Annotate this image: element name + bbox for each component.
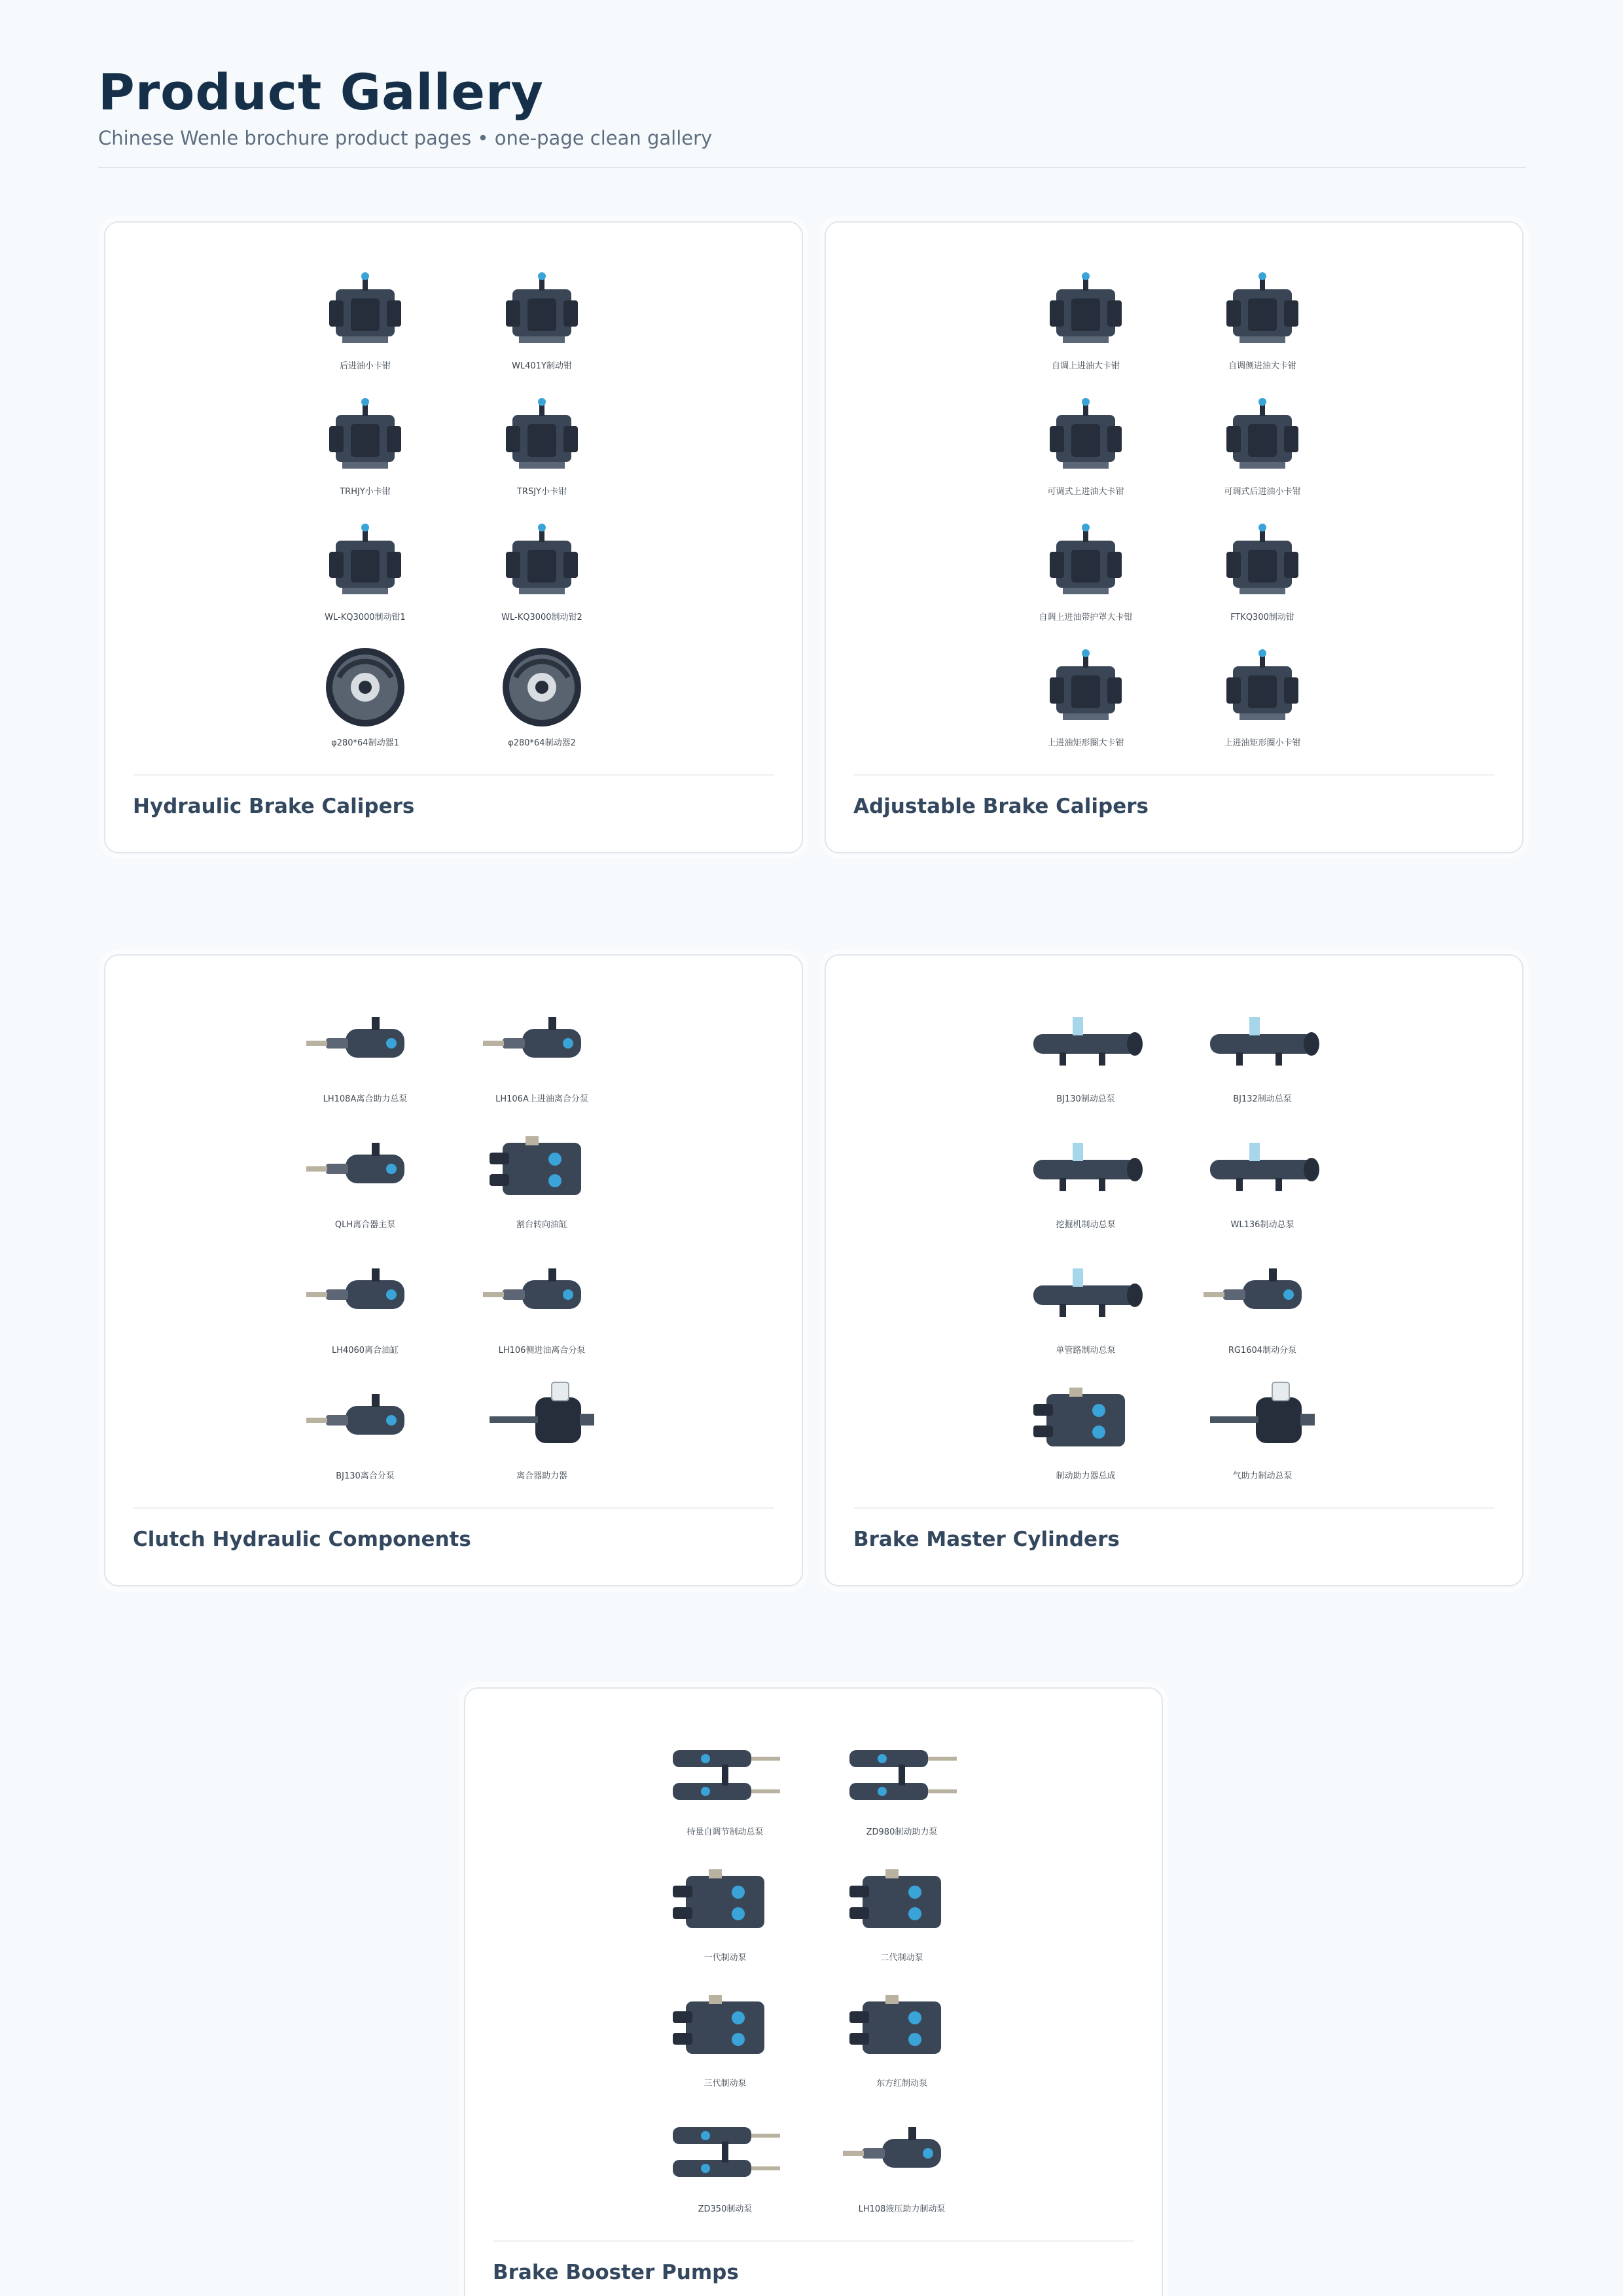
product-caption: 持量自调节制动总泵 <box>687 1827 764 1837</box>
product-caption: 自调侧进油大卡钳 <box>1228 361 1296 371</box>
product-item <box>637 1973 813 2098</box>
product-item <box>813 2098 990 2224</box>
drum-brake-icon <box>476 641 607 733</box>
product-item <box>454 381 630 507</box>
card-title: Clutch Hydraulic Components <box>133 1528 471 1551</box>
product-caption: 自调上进油带护罩大卡钳 <box>1039 613 1133 622</box>
cylinder-icon <box>300 1249 431 1340</box>
product-item <box>637 1847 813 1973</box>
cylinder-icon <box>1197 1249 1328 1340</box>
caliper-icon <box>1020 264 1151 356</box>
product-caption: 割台转向油缸 <box>516 1220 567 1230</box>
card-divider <box>133 1507 774 1509</box>
master-cylinder-icon <box>1020 997 1151 1089</box>
product-caption: 制动助力器总成 <box>1056 1471 1116 1481</box>
product-caption: 单管路制动总泵 <box>1056 1346 1116 1355</box>
product-item <box>277 1114 454 1240</box>
valve-block-icon <box>476 1123 607 1215</box>
valve-block-icon <box>660 1982 791 2073</box>
product-item <box>277 255 454 381</box>
product-caption: TRSJY小卡钳 <box>516 487 567 497</box>
product-caption: 挖掘机制动总泵 <box>1056 1220 1116 1230</box>
card-divider <box>853 774 1495 776</box>
product-item <box>454 507 630 632</box>
gallery-card <box>104 954 803 1587</box>
caliper-icon <box>1197 264 1328 356</box>
product-item <box>1174 632 1351 758</box>
master-cylinder-icon <box>1020 1123 1151 1215</box>
header-divider <box>98 167 1526 168</box>
cylinder-icon <box>476 997 607 1089</box>
product-caption: φ280*64制动器1 <box>331 738 399 748</box>
product-caption: 自调上进油大卡钳 <box>1051 361 1120 371</box>
product-item <box>1174 1365 1351 1491</box>
product-item <box>1174 988 1351 1114</box>
product-item <box>637 1721 813 1847</box>
product-caption: 离合器助力器 <box>516 1471 567 1481</box>
product-grid <box>105 988 802 1512</box>
product-item <box>454 632 630 758</box>
caliper-icon <box>1197 641 1328 733</box>
product-caption: FTKQ300制动钳 <box>1230 613 1294 622</box>
product-item <box>277 507 454 632</box>
product-item <box>997 507 1174 632</box>
product-item <box>997 1114 1174 1240</box>
booster-icon <box>1197 1374 1328 1466</box>
dual-pump-icon <box>660 1731 791 1822</box>
gallery-card <box>464 1687 1163 2296</box>
product-caption: 气助力制动总泵 <box>1232 1471 1293 1481</box>
product-caption: LH106A上进油离合分泵 <box>495 1094 588 1104</box>
dual-pump-icon <box>836 1731 967 1822</box>
page-header <box>98 63 1526 151</box>
valve-block-icon <box>836 1856 967 1948</box>
product-caption: 二代制动泵 <box>880 1953 923 1963</box>
product-caption: 可调式上进油大卡钳 <box>1047 487 1124 497</box>
product-caption: φ280*64制动器2 <box>508 738 576 748</box>
page-title: Product Gallery <box>98 63 544 121</box>
product-item <box>454 1365 630 1491</box>
product-item <box>1174 507 1351 632</box>
product-caption: 上进油矩形圈大卡钳 <box>1047 738 1124 748</box>
product-caption: TRHJY小卡钳 <box>340 487 391 497</box>
product-caption: 东方红制动泵 <box>876 2079 927 2089</box>
product-caption: LH106侧进油离合分泵 <box>498 1346 586 1355</box>
product-item <box>454 1114 630 1240</box>
product-caption: 一代制动泵 <box>704 1953 747 1963</box>
product-caption: WL401Y制动钳 <box>512 361 572 371</box>
caliper-icon <box>476 390 607 482</box>
product-item <box>1174 255 1351 381</box>
caliper-icon <box>300 390 431 482</box>
card-title: Brake Booster Pumps <box>493 2261 739 2284</box>
product-item <box>454 988 630 1114</box>
product-item <box>813 1847 990 1973</box>
card-title: Adjustable Brake Calipers <box>853 795 1149 818</box>
product-caption: LH4060离合油缸 <box>331 1346 399 1355</box>
product-caption: QLH离合器主泵 <box>334 1220 396 1230</box>
cylinder-icon <box>476 1249 607 1340</box>
caliper-icon <box>1020 390 1151 482</box>
cylinder-icon <box>300 1374 431 1466</box>
caliper-icon <box>1020 516 1151 607</box>
drum-brake-icon <box>300 641 431 733</box>
product-caption: RG1604制动分泵 <box>1228 1346 1297 1355</box>
caliper-icon <box>1020 641 1151 733</box>
product-grid <box>105 255 802 779</box>
dual-pump-icon <box>660 2108 791 2199</box>
product-item <box>997 255 1174 381</box>
product-grid <box>826 255 1522 779</box>
cylinder-icon <box>836 2108 967 2199</box>
product-item <box>277 1240 454 1365</box>
gallery-card <box>825 954 1524 1587</box>
master-cylinder-icon <box>1197 997 1328 1089</box>
product-caption: 三代制动泵 <box>704 2079 747 2089</box>
caliper-icon <box>476 264 607 356</box>
page-subtitle: Chinese Wenle brochure product pages • one-page clean gallery <box>98 127 713 149</box>
card-divider <box>853 1507 1495 1509</box>
product-item <box>454 255 630 381</box>
product-caption: BJ130制动总泵 <box>1056 1094 1115 1104</box>
product-caption: WL-KQ3000制动钳2 <box>501 613 582 622</box>
product-item <box>997 1365 1174 1491</box>
card-divider <box>493 2240 1134 2242</box>
product-item <box>1174 1114 1351 1240</box>
product-item <box>813 1973 990 2098</box>
product-item <box>637 2098 813 2224</box>
product-caption: LH108液压助力制动泵 <box>858 2204 946 2214</box>
product-item <box>997 632 1174 758</box>
card-divider <box>133 774 774 776</box>
valve-block-icon <box>836 1982 967 2073</box>
product-item <box>454 1240 630 1365</box>
product-item <box>997 1240 1174 1365</box>
cylinder-icon <box>300 997 431 1089</box>
gallery-card <box>825 221 1524 853</box>
caliper-icon <box>300 264 431 356</box>
product-caption: WL136制动总泵 <box>1230 1220 1294 1230</box>
product-grid <box>826 988 1522 1512</box>
product-caption: 后进油小卡钳 <box>339 361 391 371</box>
product-caption: BJ130离合分泵 <box>336 1471 395 1481</box>
product-item <box>1174 381 1351 507</box>
product-item <box>997 381 1174 507</box>
product-item <box>277 1365 454 1491</box>
caliper-icon <box>1197 390 1328 482</box>
product-item <box>277 632 454 758</box>
booster-icon <box>476 1374 607 1466</box>
caliper-icon <box>300 516 431 607</box>
product-caption: BJ132制动总泵 <box>1233 1094 1292 1104</box>
card-title: Hydraulic Brake Calipers <box>133 795 415 818</box>
card-title: Brake Master Cylinders <box>853 1528 1120 1551</box>
product-grid <box>465 1721 1162 2245</box>
product-item <box>813 1721 990 1847</box>
master-cylinder-icon <box>1020 1249 1151 1340</box>
product-item <box>997 988 1174 1114</box>
caliper-icon <box>1197 516 1328 607</box>
product-item <box>277 381 454 507</box>
product-caption: 可调式后进油小卡钳 <box>1224 487 1301 497</box>
product-caption: 上进油矩形圈小卡钳 <box>1224 738 1301 748</box>
product-caption: WL-KQ3000制动钳1 <box>325 613 406 622</box>
master-cylinder-icon <box>1197 1123 1328 1215</box>
product-item <box>277 988 454 1114</box>
product-caption: LH108A离合助力总泵 <box>323 1094 408 1104</box>
product-caption: ZD350制动泵 <box>698 2204 753 2214</box>
valve-block-icon <box>1020 1374 1151 1466</box>
valve-block-icon <box>660 1856 791 1948</box>
product-item <box>1174 1240 1351 1365</box>
caliper-icon <box>476 516 607 607</box>
gallery-card <box>104 221 803 853</box>
cylinder-icon <box>300 1123 431 1215</box>
product-caption: ZD980制动助力泵 <box>866 1827 938 1837</box>
